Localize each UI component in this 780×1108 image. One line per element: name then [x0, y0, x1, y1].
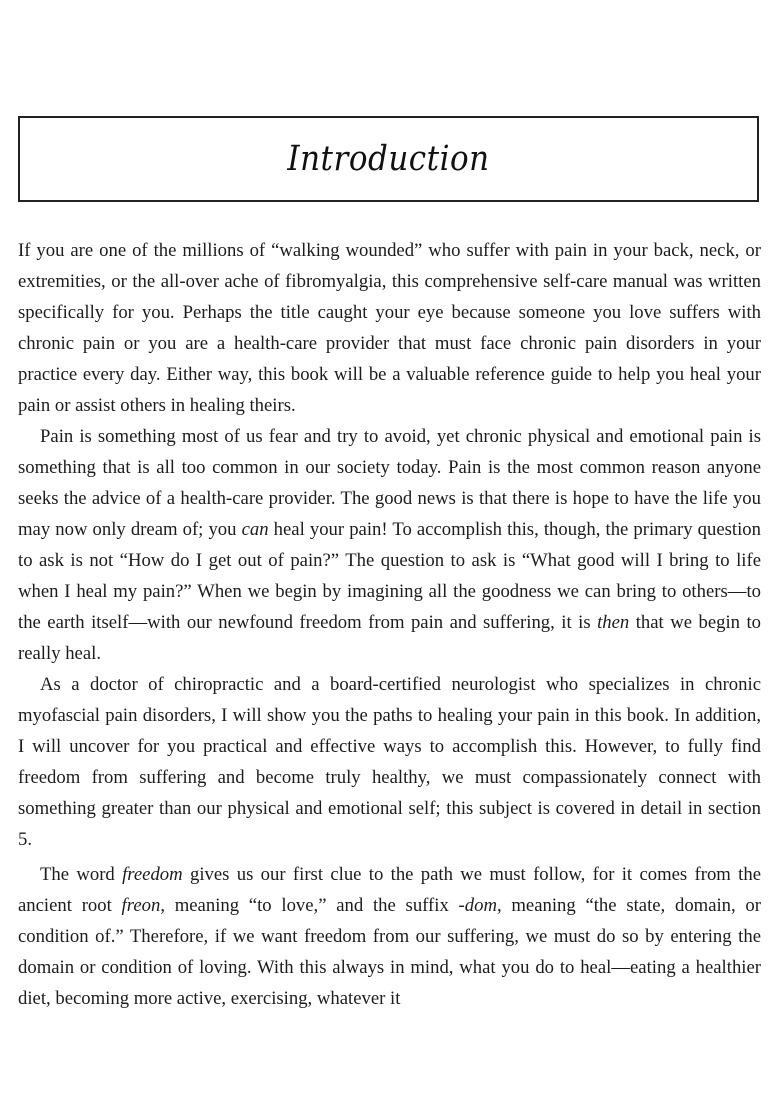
paragraph-2 — [18, 421, 761, 669]
body-text — [18, 235, 761, 1014]
paragraph-1 — [18, 235, 761, 421]
paragraph-1-text: If you are one of the millions of “walking wounded” who suffer with pain in your back, neck, or extremities, or the all-over ache of fibromyalgia, this comprehensive self-care manual was written specifically for you. Perhaps the title caught your eye because someone you love suffers with chronic pain or you are a health-care provider that must face chronic pain disorders in your practice every day. Either way, this book will be a valuable reference guide to help you heal your pain or assist others in healing theirs. — [18, 240, 761, 416]
paragraph-4-text: The word — [40, 864, 123, 885]
emphasis-freedom: freedom — [122, 864, 183, 885]
paragraph-3-text: As a doctor of chiropractic and a board-certified neurologist who specializes in chronic myofascial pain disorders, I will show you the paths to healing your pain in this book. In addition, I will uncover for you practical and effective ways to accomplish this. However, to fully find freedom from suffering and become truly healthy, we must compassionately connect with something greater than our physical and emotional self; this subject is covered in detail in section 5. — [18, 674, 761, 850]
paragraph-4-text: , meaning “the state, domain, or condition of.” Therefore, if we want freedom from our suffering, we must do so by entering the domain or condition of loving. With this always in mind, what you do to heal—eating a healthier diet, becoming more active, exercising, whatever it — [18, 895, 762, 1009]
chapter-title-box — [18, 116, 759, 202]
paragraph-2-text: that we begin to really heal. — [18, 612, 761, 664]
emphasis-dom: -dom — [458, 895, 497, 916]
emphasis-freon: freon — [121, 895, 161, 916]
chapter-title: Introduction — [287, 138, 490, 180]
paragraph-3 — [18, 669, 761, 855]
paragraph-4-text: gives us our first clue to the path we must follow, for it comes from the ancient root — [18, 864, 761, 916]
emphasis-then: then — [597, 612, 630, 633]
paragraph-2-text: Pain is something most of us fear and try to avoid, yet chronic physical and emotional pain is something that is all too common in our society today. Pain is the most common reason anyone seeks the advice of a health-care provider. The good news is that there is hope to have the life you may now only dream of; you — [18, 426, 761, 540]
paragraph-4 — [18, 859, 761, 1014]
paragraph-4-text: , meaning “to love,” and the suffix — [160, 895, 459, 916]
paragraph-2-text: heal your pain! To accomplish this, though, the primary question to ask is not “How do I get out of pain?” The question to ask is “What good will I bring to life when I heal my pain?” When we begin by imagining all the goodness we can bring to others—to the earth itself—with our newfound freedom from pain and suffering, it is — [18, 519, 761, 633]
emphasis-can: can — [241, 519, 269, 540]
